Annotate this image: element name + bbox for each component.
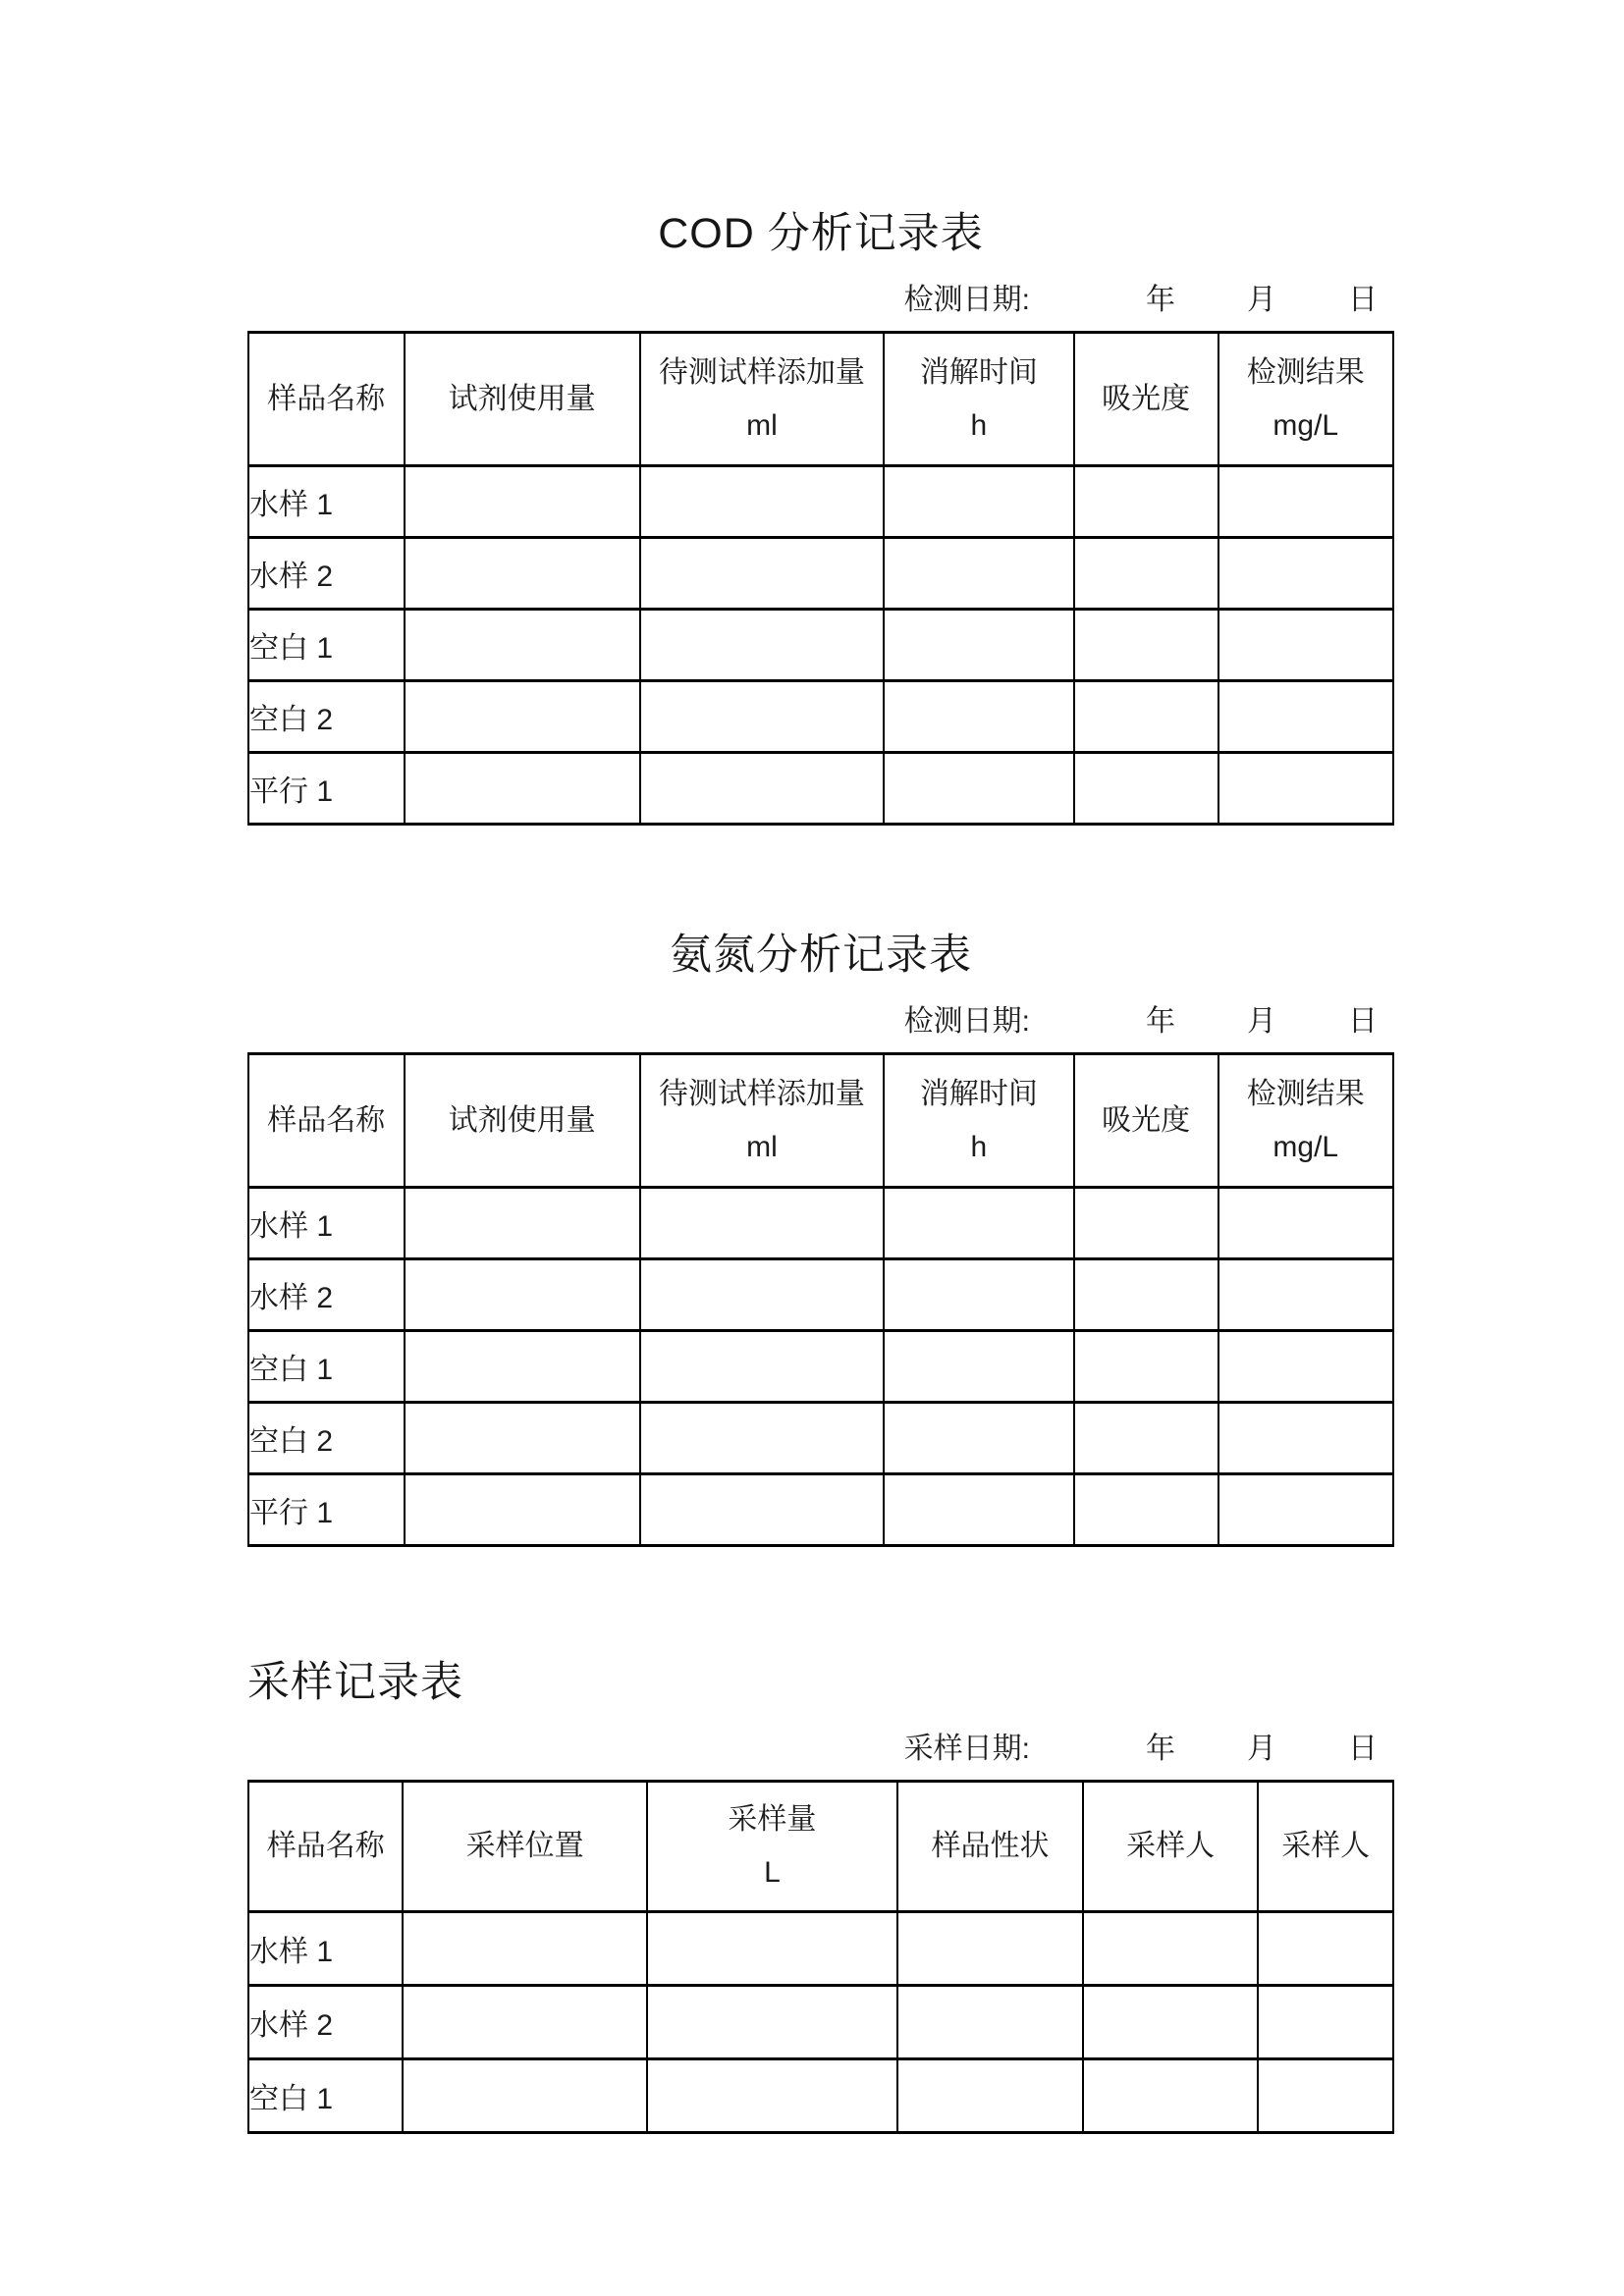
empty-cell xyxy=(1074,1403,1218,1474)
header-unit: L xyxy=(764,1856,781,1889)
header-label: 吸光度 xyxy=(1102,382,1191,415)
empty-cell xyxy=(1258,1986,1393,2059)
empty-cell xyxy=(884,466,1074,538)
empty-cell xyxy=(1218,1474,1393,1546)
empty-cell xyxy=(1074,681,1218,753)
empty-cell xyxy=(405,753,640,825)
empty-cell xyxy=(1074,1259,1218,1331)
ammonia-header-row xyxy=(248,1054,1393,1188)
empty-cell xyxy=(403,1986,646,2059)
empty-cell xyxy=(884,538,1074,610)
empty-cell xyxy=(1074,610,1218,681)
table-row xyxy=(248,2059,1393,2133)
empty-cell xyxy=(640,538,884,610)
header-label: 待测试样添加量 xyxy=(658,355,865,389)
ammonia-analysis-section xyxy=(247,930,1394,1547)
empty-cell xyxy=(640,753,884,825)
table-row xyxy=(248,610,1393,681)
cod-analysis-section xyxy=(247,208,1394,826)
empty-cell xyxy=(1218,610,1393,681)
header-label: 样品名称 xyxy=(267,382,386,415)
sampling-date-day-label: 日 xyxy=(1348,1733,1378,1765)
cod-header-result xyxy=(1218,333,1393,466)
cod-date-year-label: 年 xyxy=(1146,284,1175,316)
cod-header-sample-name xyxy=(248,333,405,466)
cod-header-absorbance xyxy=(1074,333,1218,466)
empty-cell xyxy=(405,1331,640,1403)
sampling-date-label: 采样日期: xyxy=(903,1733,1030,1765)
sampling-row-label-water-sample-1: 水样 1 xyxy=(248,1912,403,1986)
header-label: 待测试样添加量 xyxy=(658,1077,865,1110)
empty-cell xyxy=(884,753,1074,825)
empty-cell xyxy=(884,1331,1074,1403)
header-unit: h xyxy=(970,1130,988,1163)
empty-cell xyxy=(884,1403,1074,1474)
sampling-record-section xyxy=(247,1657,1394,2134)
cod-row-label-parallel-1: 平行 1 xyxy=(248,753,405,825)
ammonia-row-label-blank-2: 空白 2 xyxy=(248,1403,405,1474)
empty-cell xyxy=(1218,1331,1393,1403)
table-row xyxy=(248,1259,1393,1331)
table-row xyxy=(248,753,1393,825)
empty-cell xyxy=(1074,753,1218,825)
ammonia-header-absorbance xyxy=(1074,1054,1218,1188)
empty-cell xyxy=(405,681,640,753)
cod-date-month-label: 月 xyxy=(1247,284,1276,316)
empty-cell xyxy=(1074,538,1218,610)
cod-date-label: 检测日期: xyxy=(903,284,1030,316)
cod-row-label-water-sample-1: 水样 1 xyxy=(248,466,405,538)
ammonia-header-sample-name xyxy=(248,1054,405,1188)
header-label: 采样量 xyxy=(728,1803,817,1836)
cod-table-title: COD 分析记录表 xyxy=(658,210,984,257)
empty-cell xyxy=(640,1331,884,1403)
cod-header-reagent-amount xyxy=(405,333,640,466)
cod-header-row xyxy=(248,333,1393,466)
sampling-header-location xyxy=(403,1782,646,1912)
empty-cell xyxy=(647,1986,897,2059)
table-row xyxy=(248,1912,1393,1986)
empty-cell xyxy=(1074,1331,1218,1403)
empty-cell xyxy=(1074,466,1218,538)
ammonia-header-digestion-time xyxy=(884,1054,1074,1188)
empty-cell xyxy=(1258,1912,1393,1986)
header-unit: mg/L xyxy=(1272,408,1339,442)
empty-cell xyxy=(405,1403,640,1474)
empty-cell xyxy=(1083,1986,1258,2059)
empty-cell xyxy=(640,1403,884,1474)
table-row xyxy=(248,1403,1393,1474)
header-label: 采样人 xyxy=(1281,1830,1371,1862)
header-label: 采样人 xyxy=(1126,1830,1216,1862)
empty-cell xyxy=(1218,1188,1393,1259)
ammonia-header-reagent-amount xyxy=(405,1054,640,1188)
ammonia-row-label-parallel-1: 平行 1 xyxy=(248,1474,405,1546)
empty-cell xyxy=(640,681,884,753)
empty-cell xyxy=(405,466,640,538)
header-unit: h xyxy=(970,408,988,442)
empty-cell xyxy=(1218,1403,1393,1474)
empty-cell xyxy=(640,1474,884,1546)
empty-cell xyxy=(405,1259,640,1331)
ammonia-date-day-label: 日 xyxy=(1348,1005,1378,1038)
cod-header-sample-added-volume xyxy=(640,333,884,466)
empty-cell xyxy=(884,681,1074,753)
sampling-record-table xyxy=(247,1780,1394,2134)
empty-cell xyxy=(640,610,884,681)
sampling-date-month-label: 月 xyxy=(1247,1733,1276,1765)
ammonia-date-year-label: 年 xyxy=(1146,1005,1175,1038)
sampling-row-label-blank-1: 空白 1 xyxy=(248,2059,403,2133)
header-unit: ml xyxy=(746,1130,778,1163)
empty-cell xyxy=(1074,1474,1218,1546)
cod-date-line xyxy=(247,283,1394,318)
header-label: 吸光度 xyxy=(1102,1103,1191,1137)
table-row xyxy=(248,1188,1393,1259)
empty-cell xyxy=(405,610,640,681)
header-label: 检测结果 xyxy=(1246,1077,1365,1110)
empty-cell xyxy=(640,466,884,538)
empty-cell xyxy=(1074,1188,1218,1259)
empty-cell xyxy=(647,1912,897,1986)
sampling-header-row xyxy=(248,1782,1393,1912)
ammonia-analysis-table xyxy=(247,1052,1394,1547)
ammonia-row-label-water-sample-1: 水样 1 xyxy=(248,1188,405,1259)
empty-cell xyxy=(897,1912,1083,1986)
header-label: 样品性状 xyxy=(931,1830,1050,1862)
header-label: 消解时间 xyxy=(919,355,1038,389)
table-row xyxy=(248,466,1393,538)
empty-cell xyxy=(405,1188,640,1259)
empty-cell xyxy=(1218,466,1393,538)
empty-cell xyxy=(884,1259,1074,1331)
sampling-header-volume xyxy=(647,1782,897,1912)
cod-header-digestion-time xyxy=(884,333,1074,466)
empty-cell xyxy=(403,2059,646,2133)
cod-row-label-blank-2: 空白 2 xyxy=(248,681,405,753)
ammonia-date-month-label: 月 xyxy=(1247,1005,1276,1038)
table-row xyxy=(248,1474,1393,1546)
ammonia-date-line xyxy=(247,1004,1394,1040)
sampling-header-sample-character xyxy=(897,1782,1083,1912)
header-label: 采样位置 xyxy=(465,1830,584,1862)
header-label: 试剂使用量 xyxy=(448,382,596,415)
page-content xyxy=(247,0,1394,2134)
cod-date-day-label: 日 xyxy=(1348,284,1378,316)
header-label: 消解时间 xyxy=(919,1077,1038,1110)
table-row xyxy=(248,538,1393,610)
empty-cell xyxy=(405,538,640,610)
sampling-date-line xyxy=(247,1732,1394,1767)
empty-cell xyxy=(884,610,1074,681)
empty-cell xyxy=(1218,1259,1393,1331)
empty-cell xyxy=(1083,2059,1258,2133)
empty-cell xyxy=(897,2059,1083,2133)
ammonia-table-title: 氨氮分析记录表 xyxy=(670,932,972,979)
sampling-row-label-water-sample-2: 水样 2 xyxy=(248,1986,403,2059)
empty-cell xyxy=(884,1188,1074,1259)
cod-analysis-table xyxy=(247,331,1394,826)
empty-cell xyxy=(647,2059,897,2133)
cod-row-label-water-sample-2: 水样 2 xyxy=(248,538,405,610)
empty-cell xyxy=(1083,1912,1258,1986)
sampling-date-year-label: 年 xyxy=(1146,1733,1175,1765)
empty-cell xyxy=(1258,2059,1393,2133)
header-label: 检测结果 xyxy=(1246,355,1365,389)
table-row xyxy=(248,1986,1393,2059)
sampling-header-sampler-2 xyxy=(1258,1782,1393,1912)
ammonia-header-result xyxy=(1218,1054,1393,1188)
header-label: 样品名称 xyxy=(267,1103,386,1137)
empty-cell xyxy=(1218,753,1393,825)
sampling-table-title: 采样记录表 xyxy=(247,1659,463,1706)
sampling-header-sample-name xyxy=(248,1782,403,1912)
empty-cell xyxy=(405,1474,640,1546)
ammonia-date-label: 检测日期: xyxy=(903,1005,1030,1038)
table-row xyxy=(248,1331,1393,1403)
header-label: 试剂使用量 xyxy=(448,1103,596,1137)
ammonia-row-label-blank-1: 空白 1 xyxy=(248,1331,405,1403)
cod-row-label-blank-1: 空白 1 xyxy=(248,610,405,681)
header-unit: ml xyxy=(746,408,778,442)
empty-cell xyxy=(884,1474,1074,1546)
empty-cell xyxy=(897,1986,1083,2059)
header-unit: mg/L xyxy=(1272,1130,1339,1163)
empty-cell xyxy=(640,1259,884,1331)
sampling-header-sampler-1 xyxy=(1083,1782,1258,1912)
empty-cell xyxy=(1218,538,1393,610)
table-row xyxy=(248,681,1393,753)
ammonia-row-label-water-sample-2: 水样 2 xyxy=(248,1259,405,1331)
ammonia-header-sample-added-volume xyxy=(640,1054,884,1188)
empty-cell xyxy=(403,1912,646,1986)
header-label: 样品名称 xyxy=(266,1830,385,1862)
empty-cell xyxy=(640,1188,884,1259)
empty-cell xyxy=(1218,681,1393,753)
